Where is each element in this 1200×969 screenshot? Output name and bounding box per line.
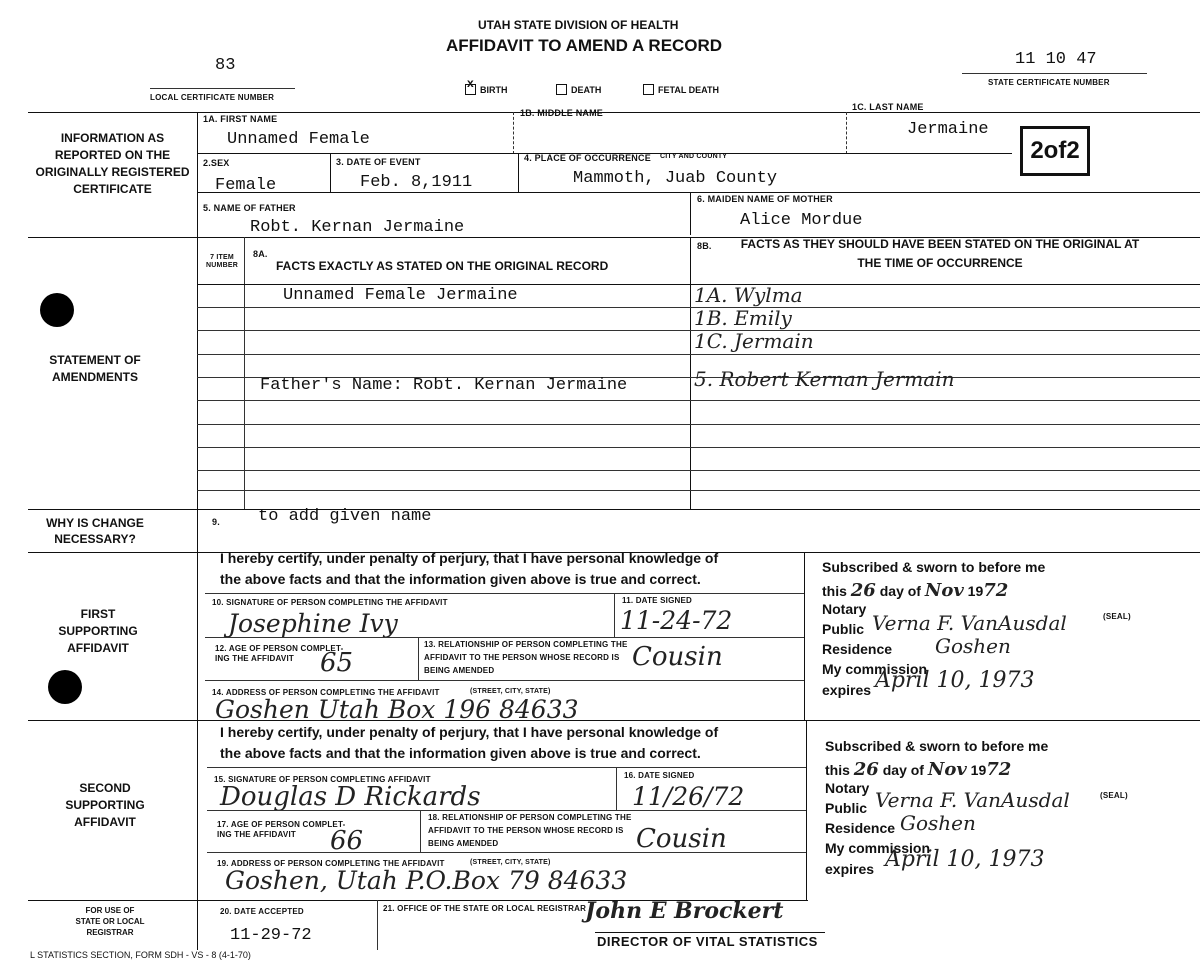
date-accepted-label: 20. DATE ACCEPTED: [220, 907, 304, 916]
second-seal: (SEAL): [1100, 791, 1128, 800]
place-sub-label: CITY AND COUNTY: [660, 153, 728, 160]
sex-value: Female: [215, 176, 277, 195]
first-sig-label: 10. SIGNATURE OF PERSON COMPLETING THE AFFIDAVIT: [212, 598, 448, 607]
first-address: Goshen Utah Box 196 84633: [215, 695, 579, 724]
why-reason: to add given name: [258, 507, 432, 526]
col-8a-number: 8A.: [253, 249, 268, 259]
second-notary-name: Verna F. VanAusdal: [875, 788, 1070, 812]
type-death-label: DEATH: [571, 85, 602, 95]
first-sworn-line1: Subscribed & sworn to before me: [822, 559, 1046, 575]
original-section-label: INFORMATION AS REPORTED ON THE ORIGINALLY REGISTERED CERTIFICATE: [35, 131, 190, 196]
first-age-label-2: ING THE AFFIDAVIT: [215, 654, 294, 663]
first-age: 65: [320, 648, 354, 678]
col-8b-number: 8B.: [697, 241, 712, 251]
form-id: L STATISTICS SECTION, FORM SDH - VS - 8 (4-1-70): [30, 950, 251, 960]
place-label: 4. PLACE OF OCCURRENCE: [524, 153, 651, 163]
second-notary-label: Notary: [825, 780, 870, 796]
registrar-title: DIRECTOR OF VITAL STATISTICS: [597, 934, 818, 949]
second-addr-sub: (STREET, CITY, STATE): [470, 859, 551, 866]
second-date-signed: 11/26/72: [632, 782, 745, 811]
second-age-label-2: ING THE AFFIDAVIT: [217, 830, 296, 839]
office-label: 21. OFFICE OF THE STATE OR LOCAL REGISTRAR: [383, 904, 587, 913]
mother-name-label: 6. MAIDEN NAME OF MOTHER: [697, 194, 833, 204]
first-sworn-line2: this 26 day of Nov 1972: [822, 580, 1009, 601]
first-affidavit-label: FIRST SUPPORTING AFFIDAVIT: [58, 607, 138, 655]
second-affidavit-label: SECOND SUPPORTING AFFIDAVIT: [65, 781, 145, 829]
why-number: 9.: [212, 517, 220, 527]
amend-row1-original: Unnamed Female Jermaine: [283, 286, 518, 305]
amend-row4-correct: 5. Robert Kernan Jermain: [694, 367, 955, 391]
second-certify-line1: I hereby certify, under penalty of perjury, that I have personal knowledge of: [220, 724, 719, 740]
second-expires-date: April 10, 1973: [885, 847, 1045, 872]
second-public-label: Public: [825, 800, 868, 816]
last-name-value: Jermaine: [907, 120, 989, 139]
first-sworn-day: 26: [850, 580, 876, 601]
type-death-checkbox[interactable]: [556, 82, 601, 96]
second-rel-label-3: BEING AMENDED: [428, 839, 499, 848]
col-8b-header: FACTS AS THEY SHOULD HAVE BEEN STATED ON THE ORIGINAL AT THE TIME OF OCCURRENCE: [740, 237, 1140, 270]
date-of-event-value: Feb. 8,1911: [360, 173, 473, 192]
first-rel-label-2: AFFIDAVIT TO THE PERSON WHOSE RECORD IS: [424, 653, 620, 662]
first-residence-label: Residence: [822, 641, 893, 657]
second-signature: Douglas D Rickards: [220, 782, 481, 812]
amendments-section-label: STATEMENT OF AMENDMENTS: [49, 353, 141, 384]
item-number-label: 7 ITEM NUMBER: [206, 254, 238, 269]
amend-row2-correct: 1B. Emily: [694, 306, 792, 330]
type-fetal-checkbox[interactable]: [643, 82, 719, 96]
first-age-label-1: 12. AGE OF PERSON COMPLET-: [215, 644, 344, 653]
first-commission-label: My commission: [822, 661, 928, 677]
second-age: 66: [330, 826, 364, 856]
first-rel-label-1: 13. RELATIONSHIP OF PERSON COMPLETING THE: [424, 640, 628, 649]
last-name-label: 1C. LAST NAME: [852, 102, 924, 112]
middle-name-label: 1B. MIDDLE NAME: [520, 108, 604, 118]
state-cert-number: 11 10 47: [1015, 50, 1097, 69]
first-certify-line2: the above facts and that the information given above is true and correct.: [220, 571, 701, 587]
amend-row3-correct: 1C. Jermain: [694, 329, 814, 353]
why-section-label: WHY IS CHANGE NECESSARY?: [46, 516, 144, 546]
first-public-label: Public: [822, 621, 865, 637]
type-birth-label: BIRTH: [480, 85, 508, 95]
first-name-label: 1A. FIRST NAME: [203, 114, 278, 124]
punch-hole-1: [40, 293, 74, 327]
registrar-section-label: FOR USE OF STATE OR LOCAL REGISTRAR: [75, 906, 145, 937]
second-age-label-1: 17. AGE OF PERSON COMPLET-: [217, 820, 346, 829]
second-certify-line2: the above facts and that the information given above is true and correct.: [220, 745, 701, 761]
local-cert-label: LOCAL CERTIFICATE NUMBER: [150, 93, 275, 102]
state-cert-label: STATE CERTIFICATE NUMBER: [988, 78, 1110, 87]
type-fetal-label: FETAL DEATH: [658, 85, 719, 95]
place-value: Mammoth, Juab County: [573, 169, 778, 188]
agency-name: UTAH STATE DIVISION OF HEALTH: [478, 18, 679, 32]
second-expires-label: expires: [825, 861, 875, 877]
father-name-label: 5. NAME OF FATHER: [203, 203, 296, 213]
first-sworn-month: Nov: [924, 580, 964, 601]
first-relationship: Cousin: [632, 642, 723, 672]
first-date-signed: 11-24-72: [620, 606, 733, 635]
first-date-label: 11. DATE SIGNED: [622, 596, 692, 605]
first-rel-label-3: BEING AMENDED: [424, 666, 495, 675]
page-badge: 2of2: [1020, 126, 1090, 176]
second-rel-label-2: AFFIDAVIT TO THE PERSON WHOSE RECORD IS: [428, 826, 624, 835]
father-name-value: Robt. Kernan Jermaine: [250, 218, 465, 237]
second-sworn-line1: Subscribed & sworn to before me: [825, 738, 1049, 754]
second-rel-label-1: 18. RELATIONSHIP OF PERSON COMPLETING THE: [428, 813, 632, 822]
second-date-label: 16. DATE SIGNED: [624, 771, 695, 780]
first-notary-label: Notary: [822, 601, 867, 617]
local-cert-number: 83: [215, 56, 236, 75]
second-residence: Goshen: [900, 811, 976, 835]
first-addr-label: 14. ADDRESS OF PERSON COMPLETING THE AFFIDAVIT: [212, 688, 440, 697]
second-addr-label: 19. ADDRESS OF PERSON COMPLETING THE AFFIDAVIT: [217, 859, 445, 868]
mother-name-value: Alice Mordue: [740, 211, 863, 230]
registrar-signature: John E Brockert: [585, 898, 784, 924]
first-expires-label: expires: [822, 682, 872, 698]
second-address: Goshen, Utah P.O.Box 79 84633: [225, 866, 628, 895]
date-of-event-label: 3. DATE OF EVENT: [336, 157, 421, 167]
col-8a-header: FACTS EXACTLY AS STATED ON THE ORIGINAL RECORD: [276, 259, 609, 273]
amend-row4-original: Father's Name: Robt. Kernan Jermaine: [260, 376, 628, 395]
second-relationship: Cousin: [636, 824, 727, 854]
first-residence: Goshen: [935, 634, 1011, 658]
second-sworn-line2: this 26 day of Nov 1972: [825, 759, 1012, 780]
second-sworn-day: 26: [853, 759, 879, 780]
punch-hole-2: [48, 670, 82, 704]
form-title: AFFIDAVIT TO AMEND A RECORD: [446, 36, 723, 55]
second-commission-label: My commission: [825, 840, 931, 856]
first-signature: Josephine Ivy: [228, 609, 398, 638]
amend-row1-correct: 1A. Wylma: [694, 283, 803, 307]
first-seal: (SEAL): [1103, 612, 1131, 621]
date-accepted: 11-29-72: [230, 926, 312, 945]
type-birth-checkbox[interactable]: x BIRTH: [467, 76, 508, 95]
first-name-value: Unnamed Female: [227, 130, 370, 149]
second-sig-label: 15. SIGNATURE OF PERSON COMPLETING AFFIDAVIT: [214, 775, 431, 784]
first-notary-name: Verna F. VanAusdal: [872, 611, 1067, 635]
second-residence-label: Residence: [825, 820, 896, 836]
first-sworn-year: 72: [983, 580, 1009, 601]
sex-label: 2.SEX: [203, 158, 230, 168]
first-expires-date: April 10, 1973: [875, 668, 1035, 693]
second-sworn-month: Nov: [927, 759, 967, 780]
first-certify-line1: I hereby certify, under penalty of perjury, that I have personal knowledge of: [220, 550, 719, 566]
first-addr-sub: (STREET, CITY, STATE): [470, 688, 551, 695]
second-sworn-year: 72: [986, 759, 1012, 780]
